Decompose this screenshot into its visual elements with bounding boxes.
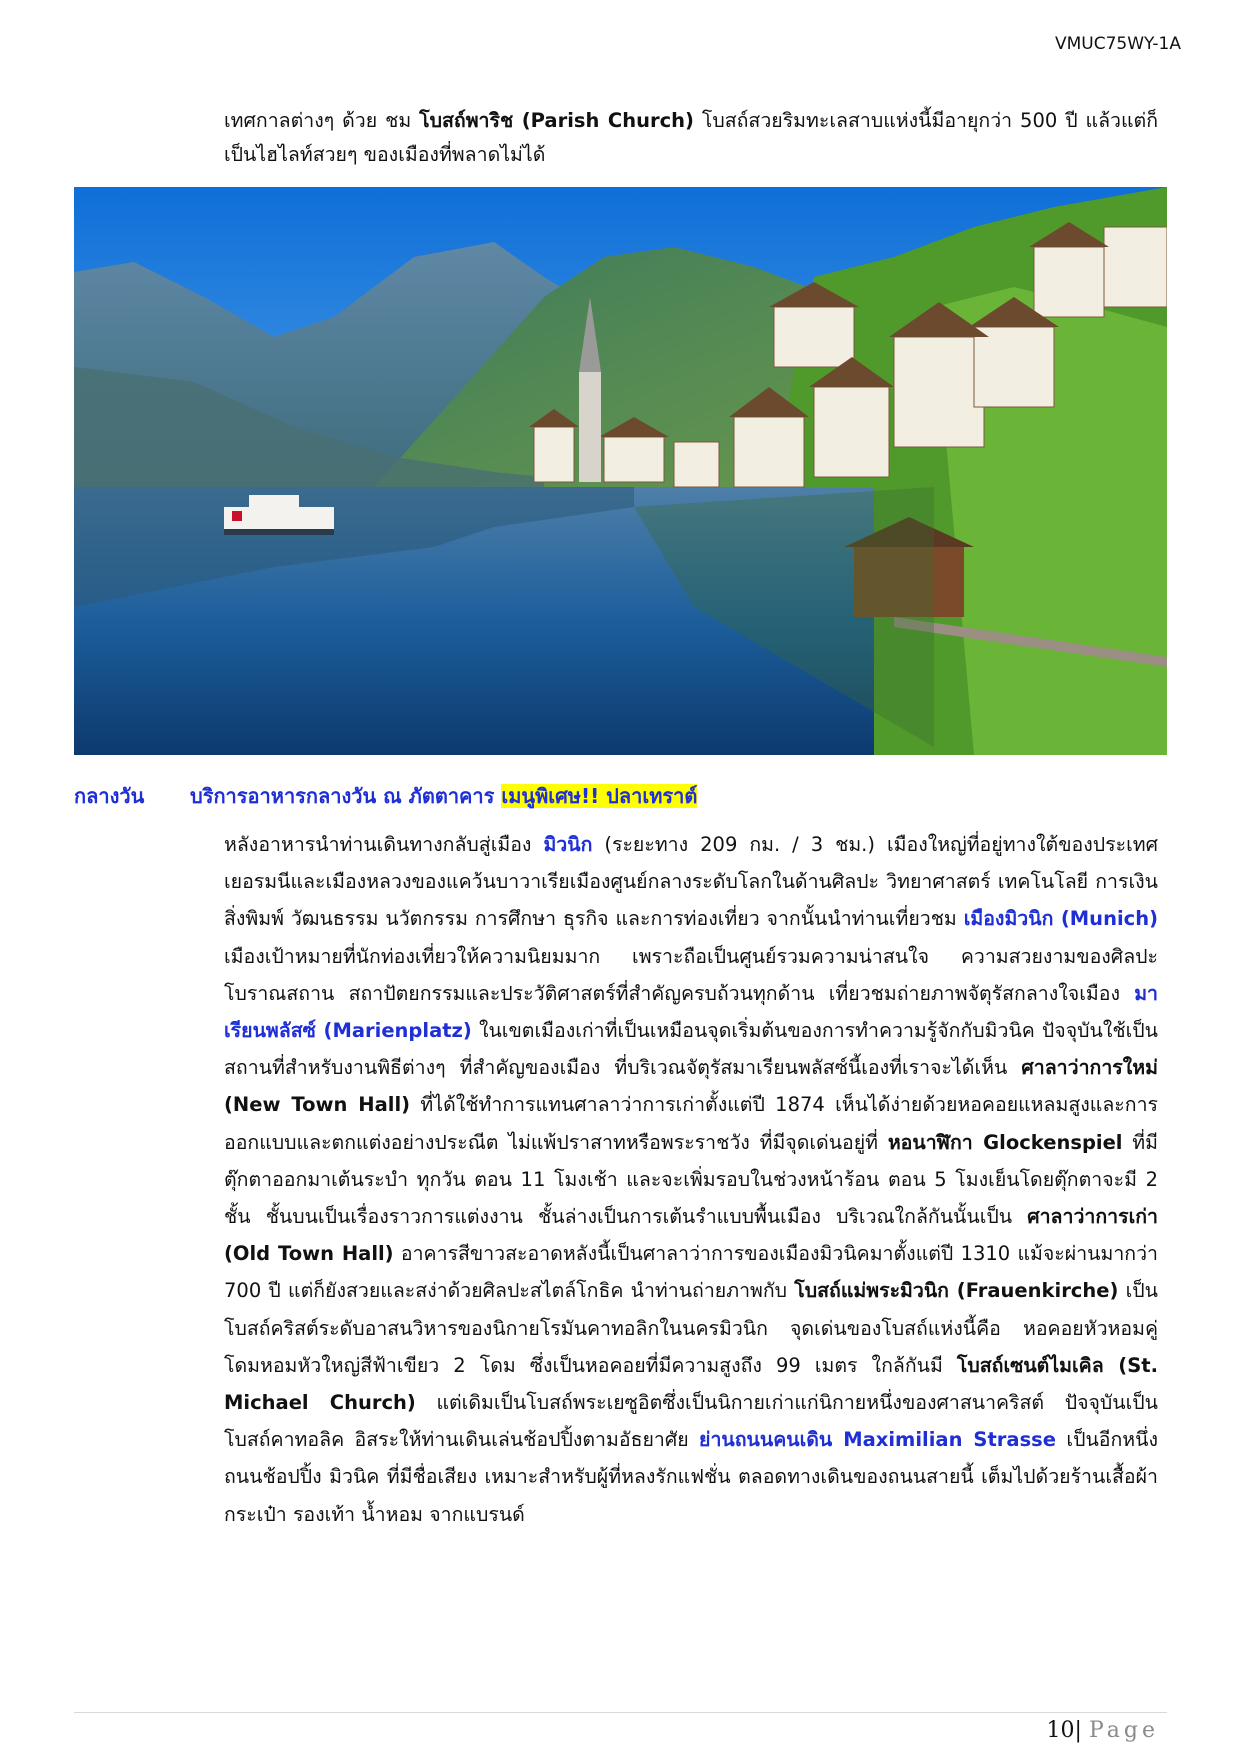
- section-title: [190, 780, 697, 812]
- page-number: [1047, 1718, 1159, 1743]
- intro-text: เทศกาลต่างๆ ด้วย ชม: [224, 109, 420, 132]
- document-code: VMUC75WY-1A: [1055, 34, 1181, 54]
- frauenkirche-name: โบสถ์แม่พระมิวนิก (Frauenkirche): [794, 1279, 1119, 1303]
- parish-church-name: โบสถ์พาริช (Parish Church): [419, 109, 694, 132]
- body-text: แต่เดิมเป็นโบสถ์พระเยซูอิตซึ่งเป็นนิกายเก่าแก่นิกายหนึ่งของศาสนาคริสต์ ปัจจุบันเป็นโบสถ์คาทอลิค อิสระให้ท่านเดินเล่นช้อปปิ้งตามอัธยาศัย: [224, 1391, 1159, 1452]
- munich-paragraph: [224, 826, 1158, 1533]
- body-text: (ระยะทาง 209 กม. / 3 ชม.) เมืองใหญ่ที่อยู่ทางใต้ของประเทศเยอรมนีและเมืองหลวงของแคว้นบาวาเรียเมืองศูนย์กลางระดับโลกในด้านศิลปะ วิทยาศาสตร์ เทคโนโลยี การเงิน สิ่งพิมพ์ วัฒนธรรม นวัตกรรม การศึกษา ธุรกิจ และการท่องเที่ยว จากนั้นนำท่านเที่ยวชม: [224, 833, 1158, 931]
- section-title-prefix: บริการอาหารกลางวัน ณ ภัตตาคาร: [190, 784, 502, 808]
- body-text: ที่มีตุ๊กตาออกมาเต้นระบำ ทุกวัน ตอน 11 โมงเช้า และจะเพิ่มรอบในช่วงหน้าร้อน ตอน 5 โมงเย็นโดยตุ๊กตาจะมี 2 ชั้น ชั้นบนเป็นเรื่องราวการแต่งงาน ชั้นล่างเป็นการเต้นรำแบบพื้นเมือง บริเวณใกล้กันนั้นเป็น: [224, 1130, 1158, 1229]
- body-text: หลังอาหารนำท่านเดินทางกลับสู่เมือง: [224, 833, 544, 856]
- intro-text: โบสถ์สวยริมทะเลสาบแห่งนี้มีอายุกว่า 500 ปี แล้วแต่ก็เป็นไฮไลท์สวยๆ ของเมืองที่พลาดไม่ได้: [224, 109, 1159, 166]
- lunch-section-header: [74, 780, 698, 812]
- marienplatz-highlight: มาเรียนพลัสซ์ (Marienplatz): [224, 981, 1158, 1043]
- maximilian-strasse-highlight: ย่านถนนคนเดิน Maximilian Strasse: [699, 1428, 1057, 1452]
- st-michael-name: โบสถ์เซนต์ไมเคิล (St. Michael Church): [224, 1353, 1158, 1415]
- highlighted-menu: เมนูพิเศษ!! ปลาเทราต์: [501, 784, 698, 808]
- body-text: เป็นโบสถ์คริสต์ระดับอาสนวิหารของนิกายโรมันคาทอลิกในนครมิวนิก จุดเด่นของโบสถ์แห่งนี้คือ หอคอยหัวหอมคู่ โดมหอมหัวใหญ่สีฟ้าเขียว 2 โดม ซึ่งเป็นหอคอยที่มีความสูงถึง 99 เมตร ใกล้กันมี: [224, 1279, 1158, 1377]
- glockenspiel-name: หอนาฬิกา Glockenspiel: [887, 1130, 1123, 1154]
- munich-city-highlight: เมืองมิวนิก (Munich): [963, 907, 1158, 931]
- body-text: เป็นอีกหนึ่งถนนช้อปปิ้ง มิวนิค ที่มีชื่อเสียง เหมาะสำหรับผู้ที่หลงรักแฟชั่น ตลอดทางเดินของถนนสายนี้ เต็มไปด้วยร้านเสื้อผ้า กระเป๋า รองเท้า น้ำหอม จากแบรนด์: [224, 1428, 1159, 1526]
- section-label: กลางวัน: [74, 784, 145, 808]
- intro-paragraph: [224, 104, 1158, 172]
- new-town-hall-name: ศาลาว่าการใหม่ (New Town Hall): [224, 1056, 1158, 1117]
- page-label: Page: [1088, 1718, 1159, 1743]
- body-text: ในเขตเมืองเก่าที่เป็นเหมือนจุดเริ่มต้นของการทำความรู้จักกับมิวนิค ปัจจุบันใช้เป็นสถานที่สำหรับงานพิธีต่างๆ ที่สำคัญของเมือง ที่บริเวณจัตุรัสมาเรียนพลัสซ์นี้เองที่เราจะได้เห็น: [224, 1019, 1158, 1080]
- body-text: เมืองเป้าหมายที่นักท่องเที่ยวให้ความนิยมมาก เพราะถือเป็นศูนย์รวมความน่าสนใจ ความสวยงามของศิลปะ โบราณสถาน สถาปัตยกรรมและประวัติศาสตร์ที่สำคัญครบถ้วนทุกด้าน เที่ยวชมถ่ายภาพจัตุรัสกลางใจเมือง: [224, 944, 1158, 1005]
- footer-divider: [74, 1712, 1167, 1713]
- munich-highlight: มิวนิก: [543, 833, 593, 856]
- body-text: ที่ได้ใช้ทำการแทนศาลาว่าการเก่าตั้งแต่ปี 1874 เห็นได้ง่ายด้วยหอคอยแหลมสูงและการออกแบบและตกแต่งอย่างประณีต ไม่แพ้ปราสาทหรือพระราชวัง ที่มีจุดเด่นอยู่ที่: [224, 1093, 1158, 1154]
- old-town-hall-name: ศาลาว่าการเก่า (Old Town Hall): [224, 1205, 1158, 1266]
- hallstatt-photo: [74, 187, 1167, 755]
- page-separator: |: [1074, 1718, 1082, 1743]
- page-number-value: 10: [1046, 1718, 1075, 1743]
- body-text: อาคารสีขาวสะอาดหลังนี้เป็นศาลาว่าการของเมืองมิวนิคมาตั้งแต่ปี 1310 แม้จะผ่านมากว่า 700 ปี แต่ก็ยังสวยและสง่าด้วยศิลปะสไตล์โกธิค นำท่านถ่ายภาพกับ: [224, 1242, 1158, 1303]
